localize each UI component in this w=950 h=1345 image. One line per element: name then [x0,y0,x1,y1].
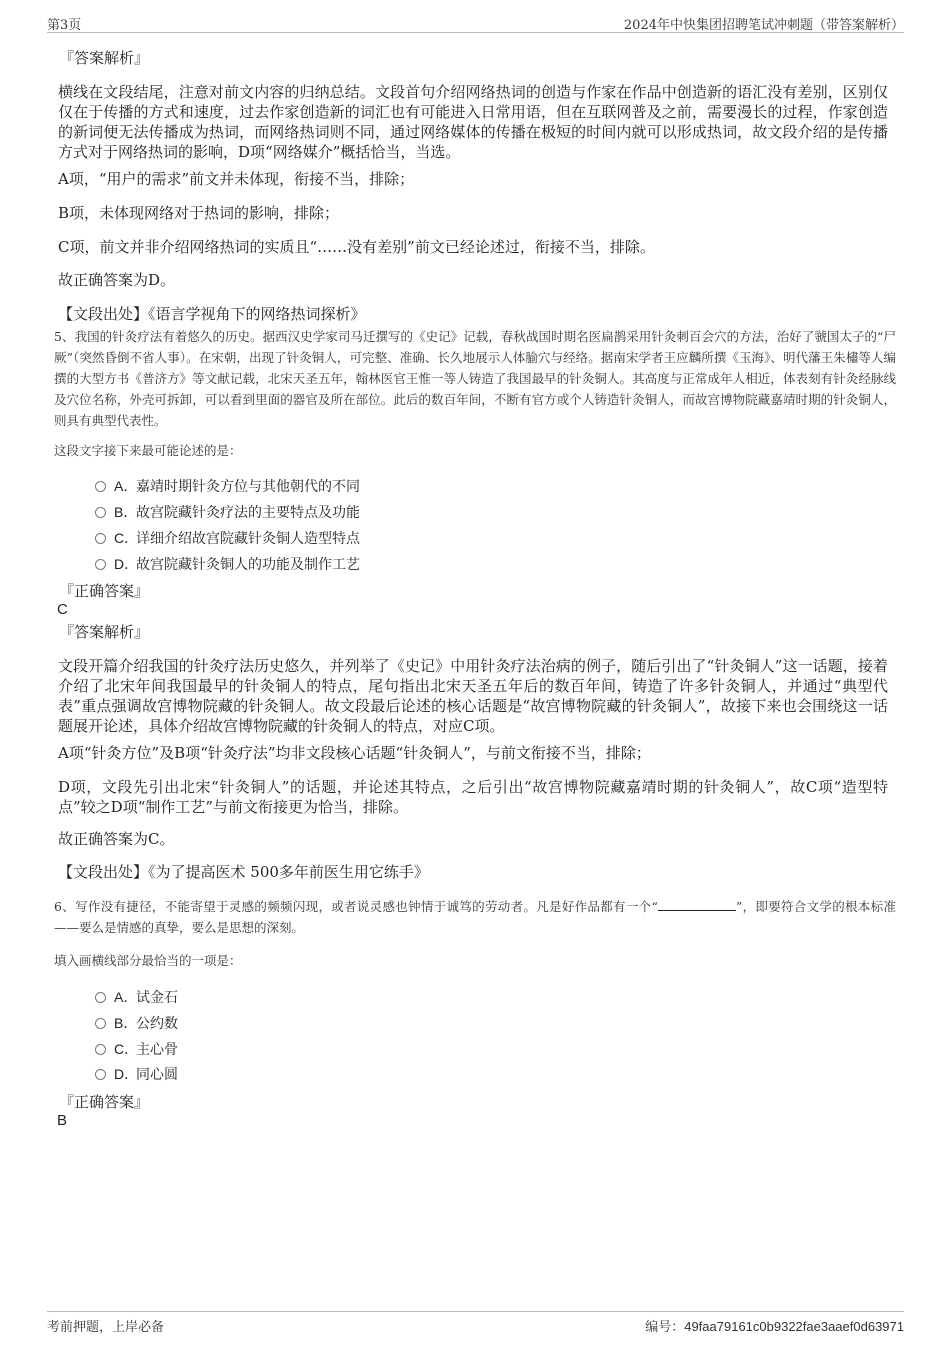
option-d[interactable]: D．故宫院藏针灸铜人的功能及制作工艺 [95,554,360,574]
radio-button[interactable] [95,533,106,544]
correct-answer: C [57,601,68,618]
analysis-paragraph: B项，未体现网络对于热词的影响，排除； [58,204,340,222]
option-b[interactable]: B．故宫院藏针灸疗法的主要特点及功能 [95,502,360,522]
footer-slogan: 考前押题，上岸必备 [47,1320,165,1335]
analysis-paragraph: A项“针灸方位”及B项“针灸疗法”均非文段核心话题“针灸铜人”，与前文衔接不当，排除； [58,744,651,762]
radio-button[interactable] [95,481,106,492]
correct-answer: B [57,1112,68,1129]
option-text: 同心圆 [136,1067,178,1083]
analysis-paragraph: 文段开篇介绍我国的针灸疗法历史悠久，并列举了《史记》中用针灸疗法治病的例子，随后引出了“针灸铜人”这一话题，接着介绍了北宋年间我国最早的针灸铜人的特点，尾句指出北宋天圣五年后的数百年间，铸造了许多针灸铜人，并通过“典型代表”重点强调故宫博物院藏的针灸铜人。故文段最后论述的核心话题是“故宫博物院藏的针灸铜人”，故接下来也会围绕这一话题展开论述，具体介绍故宫博物院藏的针灸铜人的特点，对应C项。 [58,657,888,735]
analysis-paragraph: A项，“用户的需求”前文并未体现，衔接不当，排除； [58,170,415,188]
radio-button[interactable] [95,1018,106,1029]
correct-answer-statement: 故正确答案为D。 [58,271,176,289]
analysis-paragraph: D项，文段先引出北宋“针灸铜人”的话题，并论述其特点，之后引出“故宫博物院藏嘉靖时期的针灸铜人”，故C项“造型特点”较之D项“制作工艺”与前文衔接更为恰当，排除。 [58,778,888,816]
radio-button[interactable] [95,1069,106,1080]
radio-button[interactable] [95,507,106,518]
option-text: 试金石 [136,990,178,1006]
correct-answer-label: 『正确答案』 [59,582,150,600]
correct-answer-statement: 故正确答案为C。 [58,830,175,848]
radio-button[interactable] [95,1044,106,1055]
option-a[interactable]: A．嘉靖时期针灸方位与其他朝代的不同 [95,476,360,496]
page-header [47,14,904,33]
document-id: 编号：49faa79161c0b9322fae3aaef0d63971 [645,1319,904,1335]
fill-in-blank [658,898,736,911]
source-citation: 【文段出处】《为了提高医术 500多年前医生用它练手》 [58,863,429,881]
analysis-paragraph: C项，前文并非介绍网络热词的实质且“……没有差别”前文已经论述过，衔接不当，排除。 [58,238,655,256]
analysis-label: 『答案解析』 [59,623,150,641]
question-prompt: 填入画横线部分最恰当的一项是： [54,953,242,968]
option-a[interactable]: A．试金石 [95,987,178,1007]
option-text: 公约数 [136,1016,178,1032]
correct-answer-label: 『正确答案』 [59,1093,150,1111]
option-b[interactable]: B．公约数 [95,1013,178,1033]
analysis-paragraph: 横线在文段结尾，注意对前文内容的归纳总结。文段首句介绍网络热词的创造与作家在作品中创造新的语汇没有差别，区别仅仅在于传播的方式和速度，过去作家创造新的词汇也有可能进入日常用语，但在互联网普及之前，需要漫长的过程，作家创造的新词便无法传播成为热词，而网络热词则不同，通过网络媒体的传播在极短的时间内就可以形成热词，故文段介绍的是传播方式对于网络热词的影响，D项“网络媒介”概括恰当，当选。 [58,83,888,161]
page-number: 第3页 [47,18,82,33]
question-stem: 5、我国的针灸疗法有着悠久的历史。据西汉史学家司马迁撰写的《史记》记载，春秋战国时期名医扁鹊采用针灸刺百会穴的方法，治好了虢国太子的“尸厥”（突然昏倒不省人事）。在宋朝，出现了针灸铜人，可完整、准确、长久地展示人体腧穴与经络。据南宋学者王应麟所撰《玉海》、明代藩王朱橚等人编撰的大型方书《普济方》等文献记载，北宋天圣五年，翰林医官王惟一等人铸造了我国最早的针灸铜人。其高度与正常成年人相近，体表刻有针灸经脉线及穴位名称，外壳可拆卸，可以看到里面的器官及所在部位。此后的数百年间，不断有官方或个人铸造针灸铜人，而故宫博物院藏嘉靖时期的针灸铜人，则具有典型代表性。 [54,329,896,428]
question-stem: 6、写作没有捷径，不能寄望于灵感的频频闪现，或者说灵感也钟情于诚笃的劳动者。凡是好作品都有一个“ ”，即要符合文学的根本标准——要么是情感的真挚，要么是思想的深刻。 [54,899,896,935]
source-citation: 【文段出处】《语言学视角下的网络热词探析》 [58,305,366,323]
document-title: 2024年中快集团招聘笔试冲刺题（带答案解析） [623,18,904,33]
option-text: 故宫院藏针灸铜人的功能及制作工艺 [136,557,360,573]
option-text: 主心骨 [136,1042,178,1058]
option-c[interactable]: C．详细介绍故宫院藏针灸铜人造型特点 [95,528,360,548]
page-footer [47,1311,904,1335]
radio-button[interactable] [95,992,106,1003]
option-text: 故宫院藏针灸疗法的主要特点及功能 [136,505,360,521]
radio-button[interactable] [95,559,106,570]
option-text: 详细介绍故宫院藏针灸铜人造型特点 [136,531,360,547]
option-c[interactable]: C．主心骨 [95,1039,178,1059]
option-d[interactable]: D．同心圆 [95,1064,178,1084]
option-text: 嘉靖时期针灸方位与其他朝代的不同 [136,479,360,495]
question-prompt: 这段文字接下来最可能论述的是： [54,443,242,458]
analysis-label: 『答案解析』 [59,49,150,67]
